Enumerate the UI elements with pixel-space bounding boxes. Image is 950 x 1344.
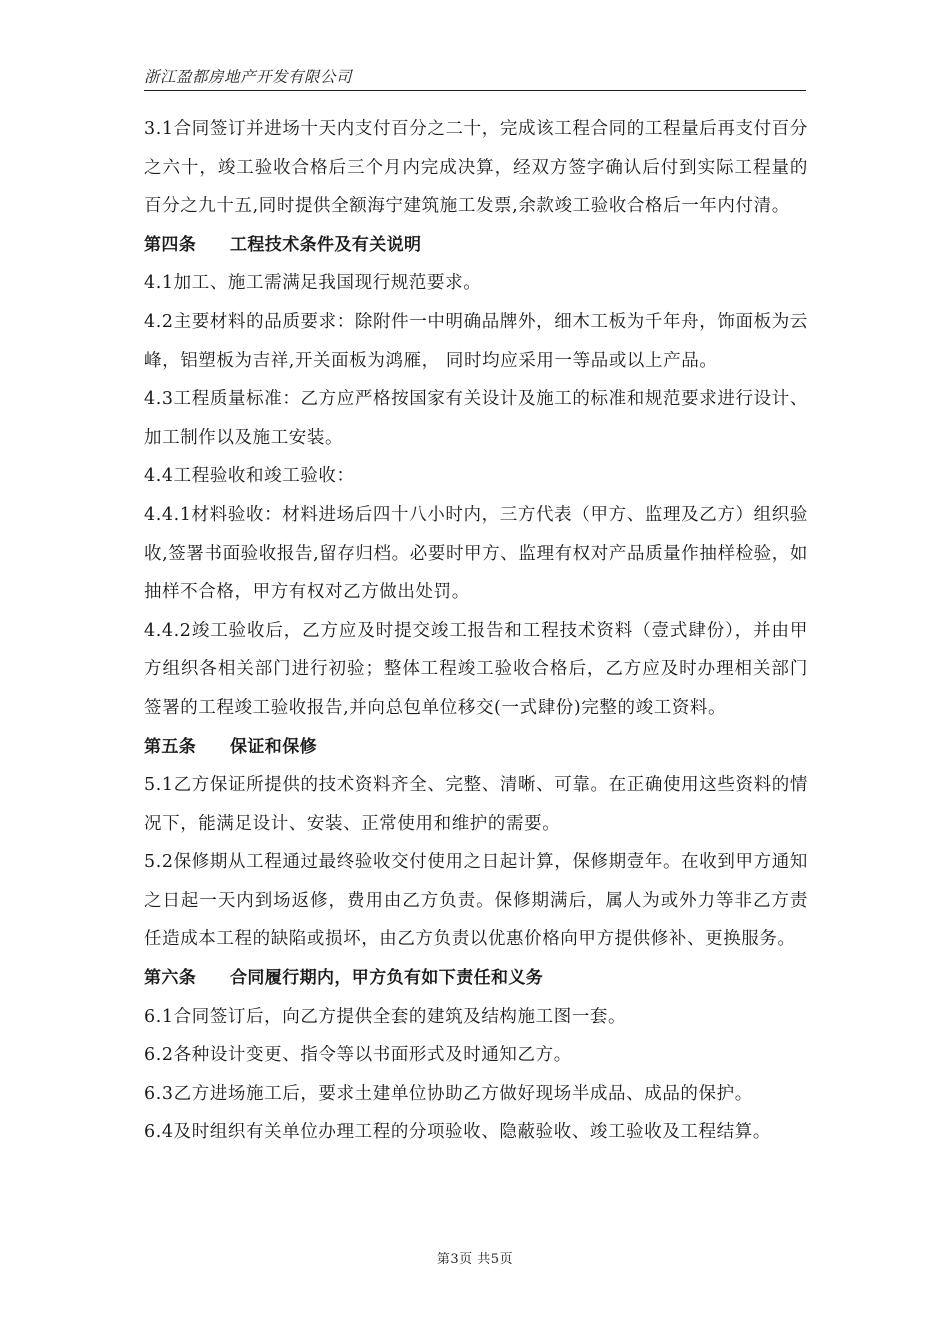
clause-6-3: 6.3乙方进场施工后，要求土建单位协助乙方做好现场半成品、成品的保护。 [144, 1083, 753, 1104]
article-title: 保证和保修 [230, 736, 317, 757]
article-6-heading [144, 959, 808, 998]
clause-4-4-1: 4.4.1材料验收：材料进场后四十八小时内，三方代表（甲方、监理及乙方）组织验收,签署书面验收报告,留存归档。必要时甲方、监理有权对产品质量作抽样检验，如抽样不合格，甲方有权对乙方做出处罚。 [144, 504, 808, 603]
article-5-heading [144, 728, 808, 767]
article-title: 工程技术条件及有关说明 [230, 234, 422, 255]
article-4-heading [144, 226, 808, 265]
article-number: 第五条 [144, 736, 197, 757]
clause-4-4: 4.4工程验收和竣工验收： [144, 466, 355, 487]
clause-5-1: 5.1乙方保证所提供的技术资料齐全、完整、清晰、可靠。在正确使用这些资料的情况下，能满足设计、安装、正常使用和维护的需要。 [144, 775, 808, 834]
clause-4-4-2: 4.4.2竣工验收后，乙方应及时提交竣工报告和工程技术资料（壹式肆份），并由甲方组织各相关部门进行初验；整体工程竣工验收合格后，乙方应及时办理相关部门签署的工程竣工验收报告,并向总包单位移交(一式肆份)完整的竣工资料。 [144, 620, 808, 718]
company-name: 浙江盈都房地产开发有限公司 [144, 68, 353, 86]
article-title: 合同履行期内，甲方负有如下责任和义务 [230, 968, 544, 989]
page-header [144, 64, 806, 91]
clause-6-2: 6.2各种设计变更、指令等以书面形式及时通知乙方。 [144, 1045, 572, 1066]
clause-4-2: 4.2主要材料的品质要求：除附件一中明确品牌外，细木工板为千年舟，饰面板为云峰，铝塑板为吉祥,开关面板为鸿雁， 同时均应采用一等品或以上产品。 [144, 311, 808, 371]
clause-3-1: 3.1合同签订并进场十天内支付百分之二十，完成该工程合同的工程量后再支付百分之六十，竣工验收合格后三个月内完成决算，经双方签字确认后付到实际工程量的百分之九十五,同时提供全额海宁建筑施工发票,余款竣工验收合格后一年内付清。 [144, 119, 808, 217]
clause-5-2: 5.2保修期从工程通过最终验收交付使用之日起计算，保修期壹年。在收到甲方通知之日起一天内到场返修，费用由乙方负责。保修期满后，属人为或外力等非乙方责任造成本工程的缺陷或损坏，由乙方负责以优惠价格向甲方提供修补、更换服务。 [144, 852, 808, 950]
article-number: 第六条 [144, 968, 197, 989]
page-number: 第3页 共5页 [436, 1252, 514, 1267]
clause-6-4: 6.4及时组织有关单位办理工程的分项验收、隐蔽验收、竣工验收及工程结算。 [144, 1122, 771, 1143]
article-number: 第四条 [144, 234, 197, 255]
clause-4-3: 4.3工程质量标准：乙方应严格按国家有关设计及施工的标准和规范要求进行设计、加工制作以及施工安装。 [144, 389, 808, 448]
document-body [144, 110, 808, 1152]
clause-4-1: 4.1加工、施工需满足我国现行规范要求。 [144, 273, 482, 294]
clause-6-1: 6.1合同签订后，向乙方提供全套的建筑及结构施工图一套。 [144, 1006, 627, 1027]
